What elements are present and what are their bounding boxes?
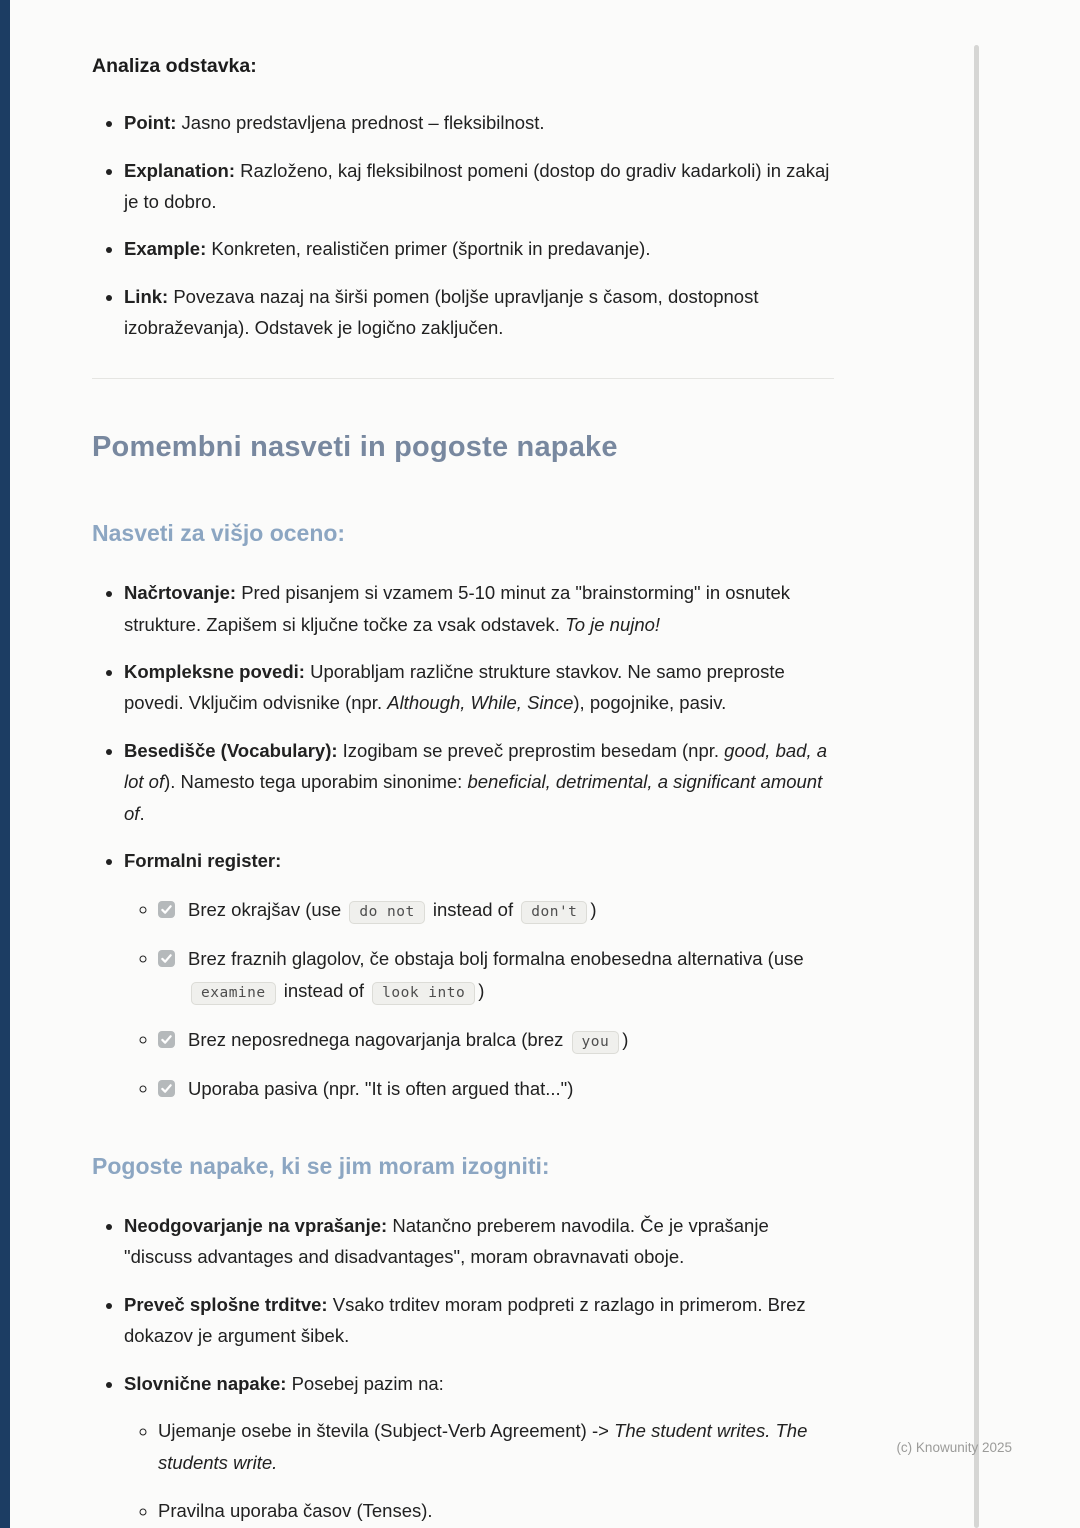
list-item-text: • Link: Povezava nazaj na širši pomen (boljše upravljanje s časom, dostopnost izobraževanja). Odstavek je logično zaključen. [124, 285, 759, 339]
left-accent-bar [0, 0, 10, 1528]
copyright-watermark: (c) Knowunity 2025 [896, 1440, 1012, 1455]
list-item-slovnicne-napake [124, 1368, 834, 1527]
list-item [124, 233, 834, 264]
list-item-text: • Slovnične napake: Posebej pazim na: [124, 1372, 444, 1394]
sublist-item [158, 1415, 834, 1478]
section-divider [92, 378, 834, 379]
subheading-nasveti: Nasveti za višjo oceno: [92, 520, 346, 547]
list-item-text: • Example: Konkreten, realističen primer (športnik in predavanje). [124, 238, 651, 260]
document-content [92, 50, 834, 1528]
checkbox[interactable] [158, 901, 175, 918]
checkmark-icon [161, 1083, 172, 1094]
sublist-item-text: ◦ Ujemanje osebe in števila (Subject-Verb Agreement) -> The student writes. The students write. [158, 1420, 808, 1473]
mistakes-list [92, 1210, 834, 1527]
list-item [124, 107, 834, 138]
checkmark-icon [161, 904, 172, 915]
checkbox[interactable] [158, 950, 175, 967]
list-item-text: • Besedišče (Vocabulary): Izogibam se preveč preprostim besedam (npr. good, bad, a lot of). Namesto tega uporabim sinonime: beneficial, detrimental, a significant amount of. [124, 739, 828, 824]
checklist-item-text: ◦ Brez neposrednega nagovarjanja bralca (brez you ) [188, 1024, 834, 1055]
list-item-text: • Načrtovanje: Pred pisanjem si vzamem 5-10 minut za "brainstorming" in osnutek strukture. Zapišem si ključne točke za vsak odstavek. To je nujno! [124, 582, 791, 635]
list-item [124, 656, 834, 719]
checklist-item [158, 1023, 834, 1055]
section-heading-analiza: Analiza odstavka: [92, 55, 257, 77]
scrollbar[interactable] [974, 45, 979, 1528]
list-item-text: • Kompleksne povedi: Uporabljam različne strukture stavkov. Ne samo preproste povedi. Vključim odvisnike (npr. Although, While, Since), pogojnike, pasiv. [124, 661, 785, 714]
list-item [124, 577, 834, 640]
list-item-text: • Formalni register: [124, 850, 282, 872]
checklist-item [158, 893, 834, 925]
grammar-sublist [124, 1415, 834, 1526]
list-item-text: • Point: Jasno predstavljena prednost – fleksibilnost. [124, 112, 545, 134]
checklist-item [158, 1072, 834, 1104]
checkbox[interactable] [158, 1080, 175, 1097]
checkbox[interactable] [158, 1031, 175, 1048]
list-item-text: • Explanation: Razloženo, kaj fleksibilnost pomeni (dostop do gradiv kadarkoli) in zakaj je to dobro. [124, 159, 830, 213]
analiza-list [92, 107, 834, 344]
register-checklist [124, 893, 834, 1105]
checkmark-icon [161, 1034, 172, 1045]
checklist-item [158, 942, 834, 1006]
page-heading-tips: Pomembni nasveti in pogoste napake [92, 430, 618, 463]
list-item [124, 155, 834, 218]
checklist-item-text: ◦ Uporaba pasiva (npr. "It is often argued that...") [188, 1078, 574, 1100]
list-item [124, 735, 834, 829]
list-item [124, 1210, 834, 1273]
subheading-pogoste-napake: Pogoste napake, ki se jim moram izogniti: [92, 1152, 550, 1179]
sublist-item-text: ◦ Pravilna uporaba časov (Tenses). [158, 1500, 433, 1521]
list-item [124, 1289, 834, 1352]
tips-list [92, 577, 834, 1105]
sublist-item [158, 1495, 834, 1526]
checkmark-icon [161, 953, 172, 964]
checklist-item-text: ◦ Brez fraznih glagolov, če obstaja bolj formalna enobesedna alternativa (use examine instead of look into ) [188, 943, 834, 1006]
list-item-formalni-register [124, 845, 834, 1105]
checklist-item-text: ◦ Brez okrajšav (use do not instead of don't ) [188, 894, 834, 925]
list-item [124, 281, 834, 344]
list-item-text: • Neodgovarjanje na vprašanje: Natančno preberem navodila. Če je vprašanje "discuss advantages and disadvantages", moram obravnavati oboje. [124, 1214, 769, 1268]
list-item-text: • Preveč splošne trditve: Vsako trditev moram podpreti z razlago in primerom. Brez dokazov je argument šibek. [124, 1293, 806, 1347]
